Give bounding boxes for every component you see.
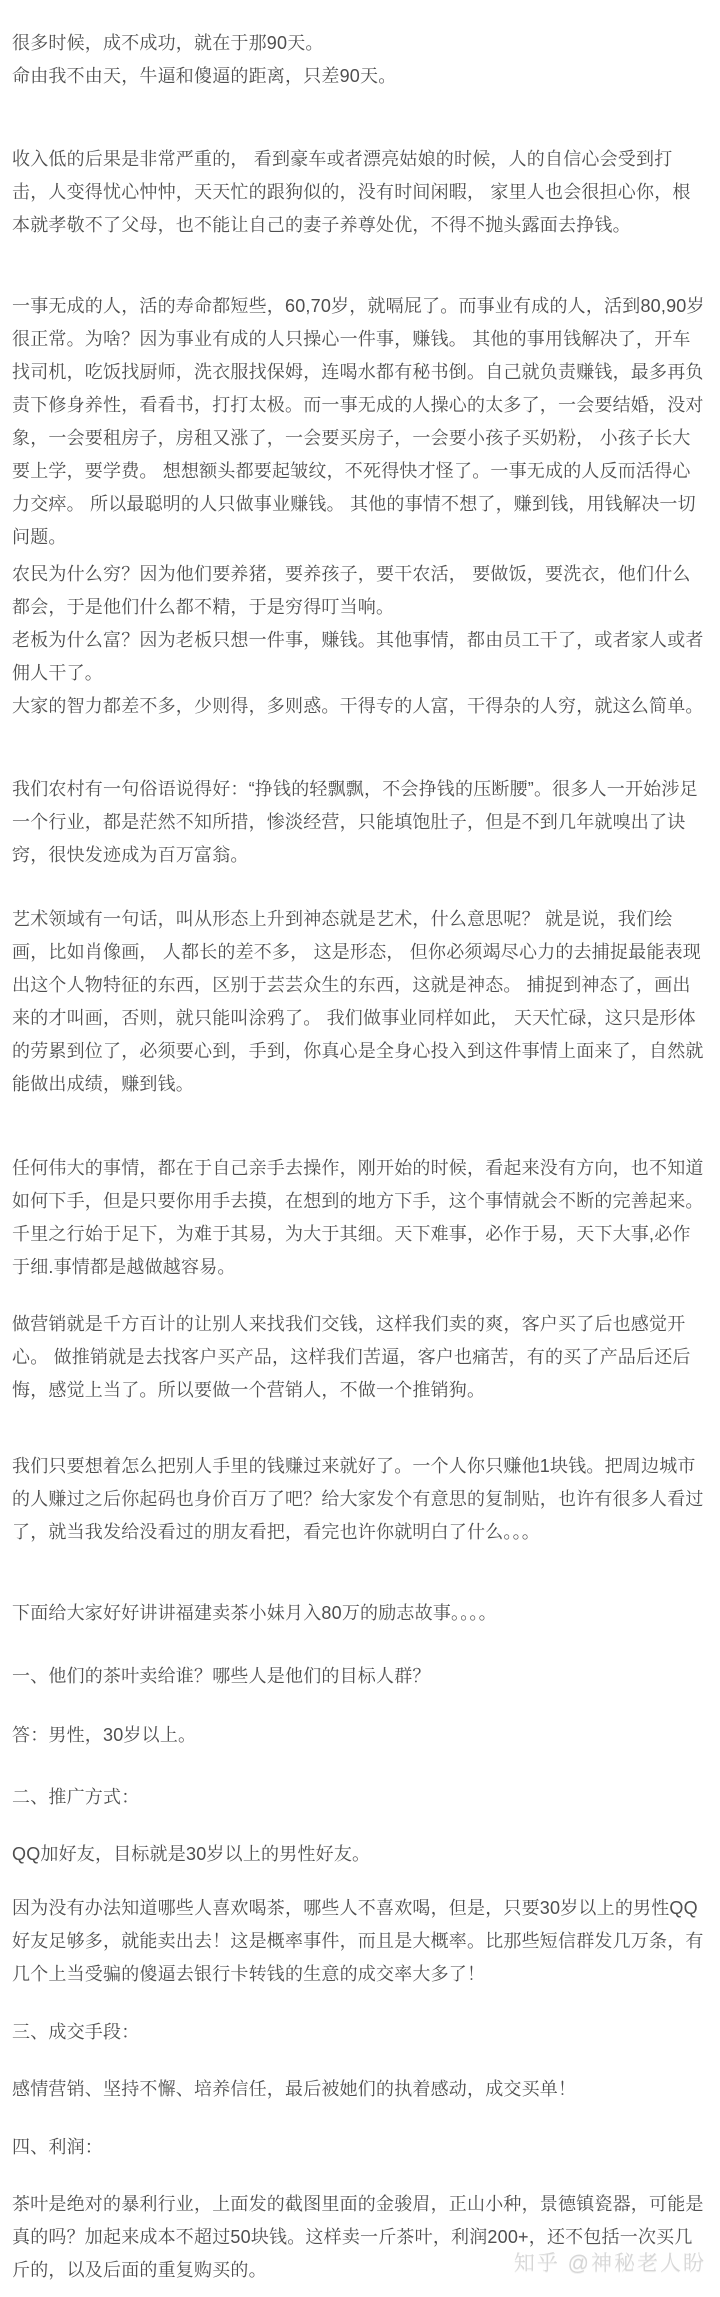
paragraph-success-lifespan: 一事无成的人，活的寿命都短些，60,70岁，就嗝屁了。而事业有成的人，活到80,90岁很正常。为啥？因为事业有成的人只操心一件事，赚钱。 其他的事用钱解决了，开车找司机，吃饭找厨师，洗衣服找保姆，连喝水都有秘书倒。自己就负责赚钱，最多再负责下修身养性，看看书，打打太极。而一事无成的人操心的太多了，一会要结婚，没对象，一会要租房子，房租又涨了，一会要买房子，一会要小孩子买奶粉， 小孩子长大要上学，要学费。 想想额头都要起皱纹，不死得快才怪了。一事无成的人反而活得心力交瘁。 所以最聪明的人只做事业赚钱。 其他的事情不想了，赚到钱，用钱解决一切问题。	[12, 296, 705, 547]
paragraph-marketing-vs-sales: 做营销就是千方百计的让别人来找我们交钱，这样我们卖的爽，客户买了后也感觉开心。 做推销就是去找客户买产品，这样我们苦逼，客户也痛苦，有的买了产品后还后悔，感觉上当了。所以要做一个营销人，不做一个推销狗。	[12, 1314, 691, 1400]
question-2-answer-paragraph: 因为没有办法知道哪些人喜欢喝茶，哪些人不喜欢喝，但是，只要30岁以上的男性QQ好友足够多，就能卖出去！这是概率事件，而且是大概率。比那些短信群发几万条，有几个上当受骗的傻逼去银行卡转钱的生意的成交率大多了！	[12, 1898, 704, 1984]
question-3-heading: 三、成交手段：	[12, 2022, 140, 2042]
paragraph-low-income: 收入低的后果是非常严重的， 看到豪车或者漂亮姑娘的时候，人的自信心会受到打击，人变得忧心忡忡，天天忙的跟狗似的，没有时间闲暇， 家里人也会很担心你，根本就孝敬不了父母，也不能让自己的妻子养尊处优，不得不抛头露面去挣钱。	[12, 149, 691, 235]
paragraph-earn-money: 我们只要想着怎么把别人手里的钱赚过来就好了。一个人你只赚他1块钱。把周边城市的人赚过之后你起码也身价百万了吧？给大家发个有意思的复制贴，也许有很多人看过了，就当我发给没看过的朋友看把，看完也许你就明白了什么。。。	[12, 1456, 704, 1542]
question-4-heading: 四、利润：	[12, 2137, 103, 2157]
paragraph-farmer-boss	[12, 558, 708, 723]
question-1-heading: 一、他们的茶叶卖给谁？哪些人是他们的目标人群？	[12, 1666, 431, 1686]
intro-line-2: 命由我不由天，牛逼和傻逼的距离，只差90天。	[12, 66, 397, 86]
zhihu-watermark: 知乎 @神秘老人盼	[513, 2252, 706, 2275]
intelligence-line: 大家的智力都差不多，少则得，多则惑。干得专的人富，干得杂的人穷，就这么简单。	[12, 696, 704, 716]
question-3-answer: 感情营销、坚持不懈、培养信任，最后被她们的执着感动，成交买单！	[12, 2079, 577, 2099]
farmer-poor-line: 农民为什么穷？因为他们要养猪，要养孩子，要干农活， 要做饭，要洗衣，他们什么都会，于是他们什么都不精，于是穷得叮当响。	[12, 564, 691, 617]
paragraph-tea-story-intro: 下面给大家好好讲讲福建卖茶小妹月入80万的励志故事。。。。	[12, 1603, 497, 1623]
question-2-heading: 二、推广方式：	[12, 1787, 140, 1807]
intro-line-1: 很多时候，成不成功，就在于那90天。	[12, 33, 324, 53]
question-4-answer: 茶叶是绝对的暴利行业，上面发的截图里面的金骏眉，正山小种，景德镇瓷器，可能是真的吗？加起来成本不超过50块钱。这样卖一斤茶叶，利润200+，还不包括一次买几斤的，以及后面的重复购买的。	[12, 2194, 704, 2280]
paragraph-art-analogy: 艺术领域有一句话，叫从形态上升到神态就是艺术，什么意思呢？ 就是说，我们绘画，比如肖像画， 人都长的差不多， 这是形态， 但你必须竭尽心力的去捕捉最能表现出这个人物特征的东西，区别于芸芸众生的东西，这就是神态。 捕捉到神态了，画出来的才叫画，否则，就只能叫涂鸦了。 我们做事业同样如此， 天天忙碌，这只是形体的劳累到位了，必须要心到，手到，你真心是全身心投入到这件事情上面来了，自然就能做出成绩，赚到钱。	[12, 909, 704, 1094]
question-1-answer: 答：男性，30岁以上。	[12, 1725, 197, 1745]
paragraph-intro	[12, 27, 708, 93]
question-2-answer-line: QQ加好友，目标就是30岁以上的男性好友。	[12, 1844, 371, 1864]
paragraph-greatness: 任何伟大的事情，都在于自己亲手去操作，刚开始的时候，看起来没有方向，也不知道如何下手，但是只要你用手去摸，在想到的地方下手，这个事情就会不断的完善起来。千里之行始于足下，为难于其易，为大于其细。天下难事，必作于易，天下大事,必作于细.事情都是越做越容易。	[12, 1158, 704, 1277]
boss-rich-line: 老板为什么富？因为老板只想一件事，赚钱。其他事情，都由员工干了，或者家人或者佣人干了。	[12, 630, 704, 683]
paragraph-proverb: 我们农村有一句俗语说得好：“挣钱的轻飘飘，不会挣钱的压断腰”。很多人一开始涉足一个行业，都是茫然不知所措，惨淡经营，只能填饱肚子，但是不到几年就嗅出了诀窍，很快发迹成为百万富翁。	[12, 779, 698, 865]
